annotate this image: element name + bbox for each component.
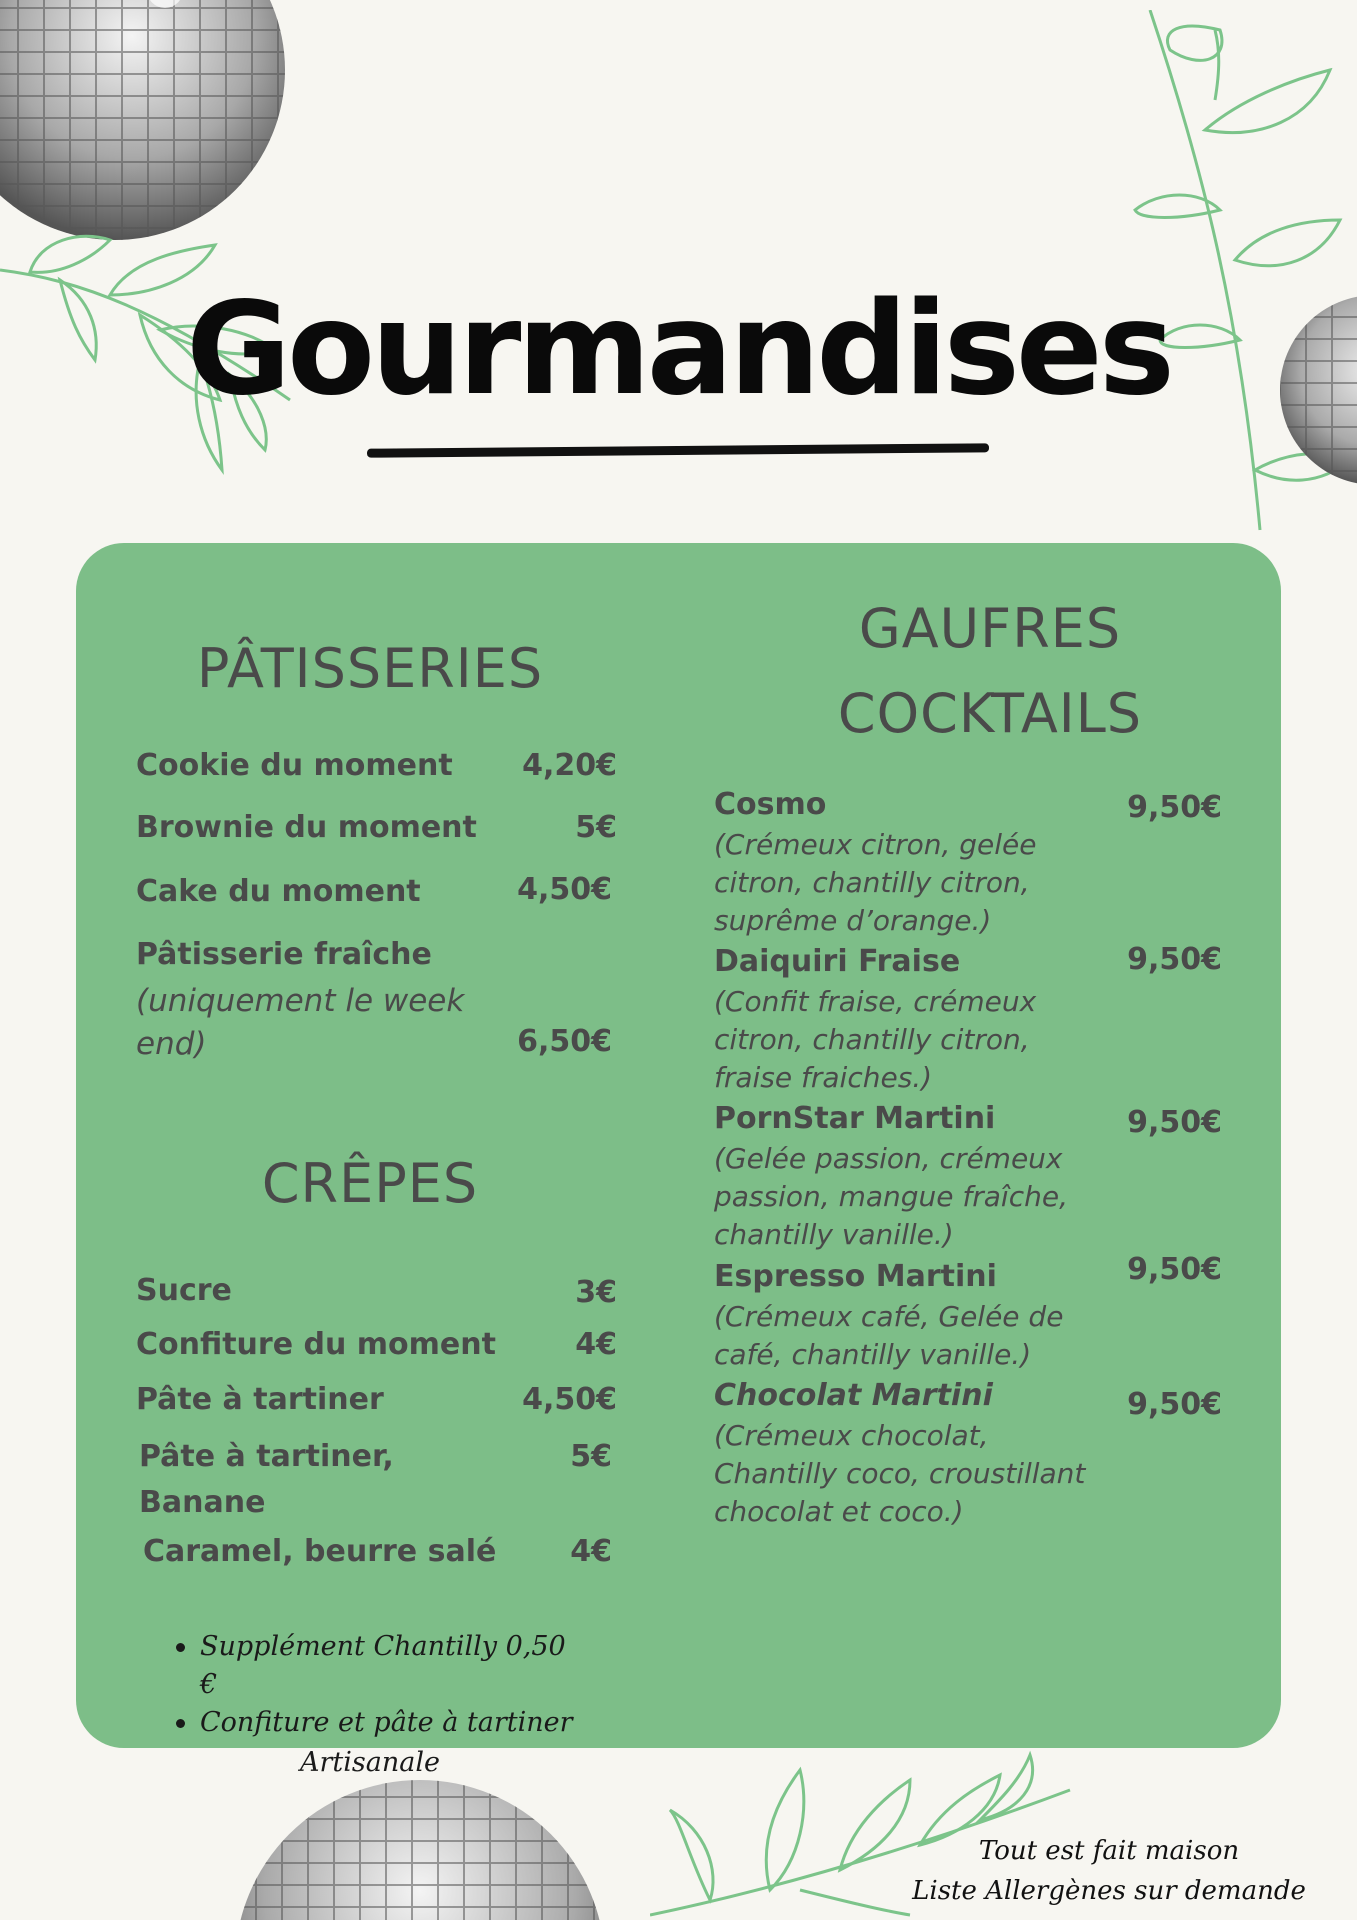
crepe-item-price: 3€ bbox=[575, 1275, 617, 1310]
cocktail-item-price: 9,50€ bbox=[1127, 942, 1222, 977]
cocktail-item-price: 9,50€ bbox=[1127, 1387, 1222, 1422]
footer bbox=[899, 1831, 1319, 1911]
cocktail-item-name: Espresso Martini bbox=[714, 1259, 997, 1294]
crepe-item-name: Pâte à tartiner, Banane bbox=[139, 1439, 394, 1520]
patisserie-item-desc: (uniquement le week end) bbox=[136, 983, 465, 1062]
patisserie-item-price: 5€ bbox=[575, 810, 617, 845]
patisserie-item-price: 6,50€ bbox=[517, 1024, 612, 1059]
cocktail-item-desc: (Crémeux café, Gelée de café, chantilly vanille.) bbox=[714, 1300, 1064, 1371]
crepe-item-name: Caramel, beurre salé bbox=[143, 1534, 497, 1569]
cocktail-item-name: Daiquiri Fraise bbox=[714, 944, 961, 979]
crepe-item-price: 4€ bbox=[570, 1534, 612, 1569]
notes-list bbox=[160, 1628, 590, 1782]
cocktail-item-desc: (Gelée passion, crémeux passion, mangue fraîche, chantilly vanille.) bbox=[714, 1142, 1068, 1251]
gaufres-heading-line1: GAUFRES bbox=[858, 597, 1122, 660]
patisserie-item-name: Cake du moment bbox=[136, 874, 421, 909]
patisserie-item-price: 4,50€ bbox=[517, 872, 612, 907]
cocktail-item-desc: (Confit fraise, crémeux citron, chantilly citron, fraise fraiches.) bbox=[714, 985, 1037, 1094]
crepe-item-price: 4,50€ bbox=[522, 1382, 617, 1417]
patisserie-item-price: 4,20€ bbox=[522, 748, 617, 783]
cocktail-item-price: 9,50€ bbox=[1127, 790, 1222, 825]
crepe-item-name: Confiture du moment bbox=[136, 1327, 496, 1362]
cocktail-item-desc: (Crémeux citron, gelée citron, chantilly citron, suprême d’orange.) bbox=[714, 828, 1037, 937]
disco-ball-icon bbox=[230, 1775, 610, 1920]
gaufres-heading-line2: COCKTAILS bbox=[837, 682, 1143, 745]
title-underline bbox=[367, 443, 989, 457]
footer-line2: Liste Allergènes sur demande bbox=[912, 1876, 1306, 1906]
cocktail-item-name: Chocolat Martini bbox=[714, 1378, 993, 1413]
cocktail-item-price: 9,50€ bbox=[1127, 1252, 1222, 1287]
patisserie-item-name: Brownie du moment bbox=[136, 810, 477, 845]
footer-line1: Tout est fait maison bbox=[978, 1836, 1240, 1866]
cocktail-item-name: Cosmo bbox=[714, 787, 827, 822]
crepe-item-name: Sucre bbox=[136, 1273, 232, 1308]
patisserie-item-name: Cookie du moment bbox=[136, 748, 453, 783]
cocktail-item-price: 9,50€ bbox=[1127, 1105, 1222, 1140]
page-title: Gourmandises bbox=[186, 275, 1171, 424]
note-item: Confiture et pâte à tartiner bbox=[160, 1704, 590, 1742]
cocktail-item-name: PornStar Martini bbox=[714, 1101, 996, 1136]
patisserie-item-name: Pâtisserie fraîche bbox=[136, 937, 432, 972]
crepe-item-price: 4€ bbox=[575, 1327, 617, 1362]
note-extra: Artisanale bbox=[300, 1747, 440, 1778]
patisseries-heading: PÂTISSERIES bbox=[196, 637, 544, 700]
note-item: Supplément Chantilly 0,50 € bbox=[160, 1628, 590, 1704]
crepe-item-name: Pâte à tartiner bbox=[136, 1382, 384, 1417]
crepe-item-price: 5€ bbox=[570, 1439, 612, 1474]
cocktail-item-desc: (Crémeux chocolat, Chantilly coco, croustillant chocolat et coco.) bbox=[714, 1419, 1086, 1528]
crepes-heading: CRÊPES bbox=[261, 1152, 479, 1215]
